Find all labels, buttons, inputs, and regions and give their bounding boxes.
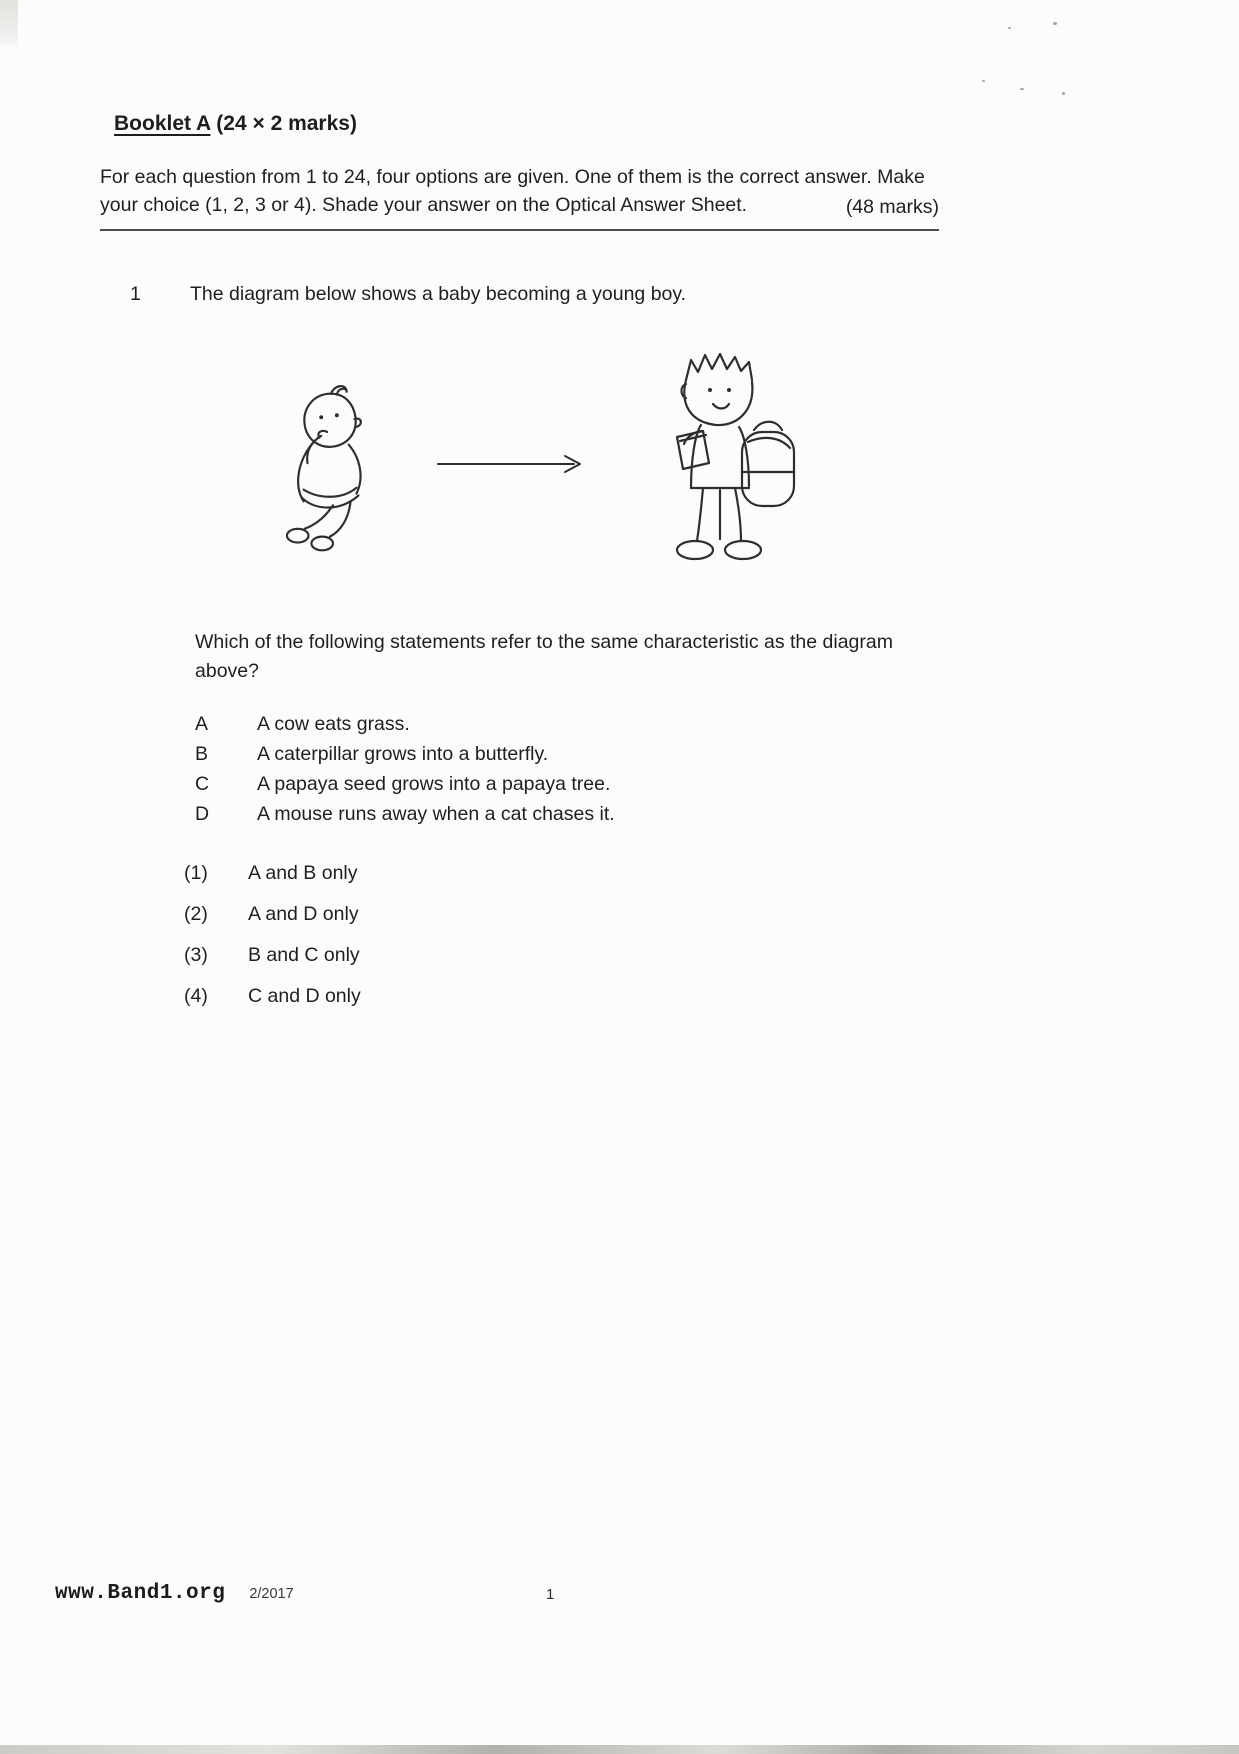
choice-text: A and B only bbox=[248, 862, 358, 885]
statement-text: A papaya seed grows into a papaya tree. bbox=[257, 773, 611, 796]
statement-label: A bbox=[195, 713, 209, 736]
scan-artifact bbox=[0, 0, 18, 48]
question-prompt: The diagram below shows a baby becoming a young boy. bbox=[190, 283, 687, 306]
page-footer bbox=[55, 1582, 294, 1605]
instructions-text: For each question from 1 to 24, four options are given. One of them is the correct answer. Make your choice (1, 2, 3 or 4). Shade your answer on the Optical Answer Sheet. bbox=[100, 166, 925, 216]
statement-text: A caterpillar grows into a butterfly. bbox=[257, 743, 549, 766]
choice-label: (4) bbox=[184, 985, 208, 1008]
boy-with-schoolbag-illustration bbox=[628, 340, 814, 572]
growth-diagram bbox=[272, 340, 939, 572]
statement-row-b bbox=[195, 743, 939, 766]
scan-artifact bbox=[0, 1745, 1239, 1754]
choice-row-2 bbox=[184, 903, 939, 926]
choice-row-4 bbox=[184, 985, 939, 1008]
choice-text: C and D only bbox=[248, 985, 361, 1008]
choice-label: (3) bbox=[184, 944, 208, 967]
choice-row-3 bbox=[184, 944, 939, 967]
statement-row-a bbox=[195, 713, 939, 736]
scan-artifact bbox=[1008, 27, 1011, 29]
statement-label: D bbox=[195, 803, 210, 826]
sub-question: Which of the following statements refer to the same characteristic as the diagram above? bbox=[195, 631, 893, 682]
scan-artifact bbox=[1053, 22, 1057, 25]
choice-row-1 bbox=[184, 862, 939, 885]
instructions-paragraph bbox=[100, 164, 939, 231]
scan-artifact bbox=[1020, 88, 1024, 90]
arrow-right-icon bbox=[436, 452, 586, 476]
statement-list bbox=[195, 713, 939, 826]
booklet-title bbox=[114, 112, 939, 136]
choice-text: B and C only bbox=[248, 944, 360, 967]
question-number: 1 bbox=[130, 283, 141, 306]
choice-label: (2) bbox=[184, 903, 208, 926]
footer-issue-date: 2/2017 bbox=[249, 1586, 294, 1602]
scan-artifact bbox=[982, 80, 985, 82]
choice-list bbox=[184, 862, 939, 1008]
statement-text: A cow eats grass. bbox=[257, 713, 410, 736]
marks-label: (48 marks) bbox=[845, 195, 939, 218]
statement-label: C bbox=[195, 773, 210, 796]
question-prompt-row bbox=[130, 283, 939, 306]
choice-text: A and D only bbox=[248, 903, 359, 926]
statement-text: A mouse runs away when a cat chases it. bbox=[257, 803, 615, 826]
footer-website: www.Band1.org bbox=[55, 1582, 226, 1605]
baby-illustration bbox=[272, 380, 390, 566]
statement-label: B bbox=[195, 743, 209, 766]
booklet-title-marks: (24 × 2 marks) bbox=[210, 112, 357, 135]
choice-label: (1) bbox=[184, 862, 208, 885]
page-number: 1 bbox=[546, 1586, 555, 1603]
booklet-title-main: Booklet A bbox=[114, 112, 211, 135]
statement-row-c bbox=[195, 773, 939, 796]
scan-artifact bbox=[1062, 92, 1065, 95]
question-1 bbox=[100, 283, 939, 1008]
statement-row-d bbox=[195, 803, 939, 826]
